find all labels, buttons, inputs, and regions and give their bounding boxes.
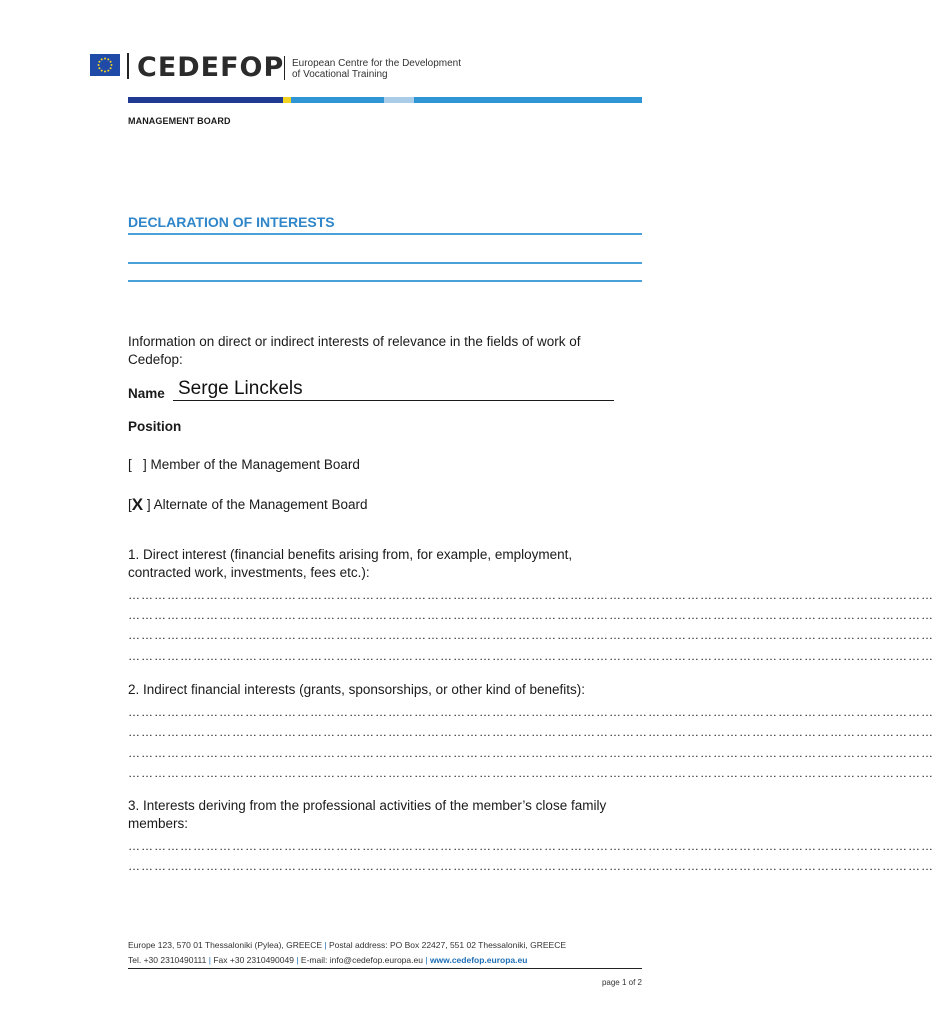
position-label: Position [128,419,182,434]
section-1-heading: 1. Direct interest (financial benefits arising from, for example, employment, contracted work, investments, fees etc.): [128,547,573,580]
footer-address: Europe 123, 570 01 Thessaloniki (Pylea), GREECE [128,940,323,950]
footer-separator: | [208,955,211,965]
document-title: DECLARATION OF INTERESTS [128,214,335,230]
page-number: page 1 of 2 [601,978,642,987]
tagline-line-2: of Vocational Training [292,69,388,80]
dotted-line[interactable]: …………………………………………………………………………………………………………………………………………………………………… [128,649,934,663]
header-color-bar [128,97,642,103]
footer-fax: Fax +30 2310490049 [213,955,294,965]
checkbox-x-mark: X [131,495,144,514]
footer-rule [128,968,642,969]
checkbox-empty: [ ] [128,457,147,472]
bar-segment-light [384,97,414,103]
footer-separator: | [425,955,428,965]
eu-flag-logo [90,54,120,76]
title-rule-1 [128,233,642,235]
section-2-heading: 2. Indirect financial interests (grants, sponsorships, or other kind of benefits): [128,682,585,697]
footer-tel: Tel. +30 2310490111 [128,955,207,965]
name-value: Serge Linckels [178,378,303,399]
footer-separator: | [324,940,327,950]
intro-text: Information on direct or indirect interests of relevance in the fields of work of Cedefop: [128,334,581,367]
footer-website-link[interactable]: www.cedefop.europa.eu [429,955,528,965]
section-3-heading: 3. Interests deriving from the professional activities of the member’s close family members: [128,798,607,831]
dotted-line[interactable]: …………………………………………………………………………………………………………………………………………………………………… [128,628,934,642]
option-alternate[interactable] [128,495,368,515]
dotted-line[interactable]: …………………………………………………………………………………………………………………………………………………………………… [128,859,934,873]
footer-contact-line [128,955,527,965]
footer-separator: | [296,955,299,965]
cedefop-wordmark: CEDEFOP [137,52,285,83]
dotted-line[interactable]: …………………………………………………………………………………………………………………………………………………………………… [128,839,934,853]
dotted-line[interactable]: …………………………………………………………………………………………………………………………………………………………………… [128,705,934,719]
dotted-line[interactable]: …………………………………………………………………………………………………………………………………………………………………… [128,766,934,780]
tagline-line-1: European Centre for the Development [292,58,461,69]
dotted-line[interactable]: …………………………………………………………………………………………………………………………………………………………………… [128,588,934,602]
option-member[interactable] [128,457,360,472]
checkbox-close-bracket: ] [146,497,151,512]
option-alternate-label: Alternate of the Management Board [153,497,368,512]
footer-postal: Postal address: PO Box 22427, 551 02 Thessaloniki, GREECE [329,940,567,950]
dotted-line[interactable]: …………………………………………………………………………………………………………………………………………………………………… [128,746,934,760]
tagline-divider [284,56,285,80]
brand-tagline [292,58,461,80]
checkbox-open-bracket: [ [128,497,132,512]
dotted-line[interactable]: …………………………………………………………………………………………………………………………………………………………………… [128,608,934,622]
name-label: Name [128,386,165,401]
bar-segment-blue-2 [414,97,642,103]
title-rule-3 [128,280,642,282]
logo-divider [127,53,129,79]
bar-segment-yellow [283,97,291,103]
bar-segment-navy [128,97,283,103]
footer-email[interactable]: E-mail: info@cedefop.europa.eu [300,955,423,965]
title-rule-2 [128,262,642,264]
section-label: MANAGEMENT BOARD [128,116,231,126]
option-member-label: Member of the Management Board [150,457,360,472]
footer-address-line [128,940,566,950]
dotted-line[interactable]: …………………………………………………………………………………………………………………………………………………………………… [128,725,934,739]
bar-segment-blue [291,97,384,103]
